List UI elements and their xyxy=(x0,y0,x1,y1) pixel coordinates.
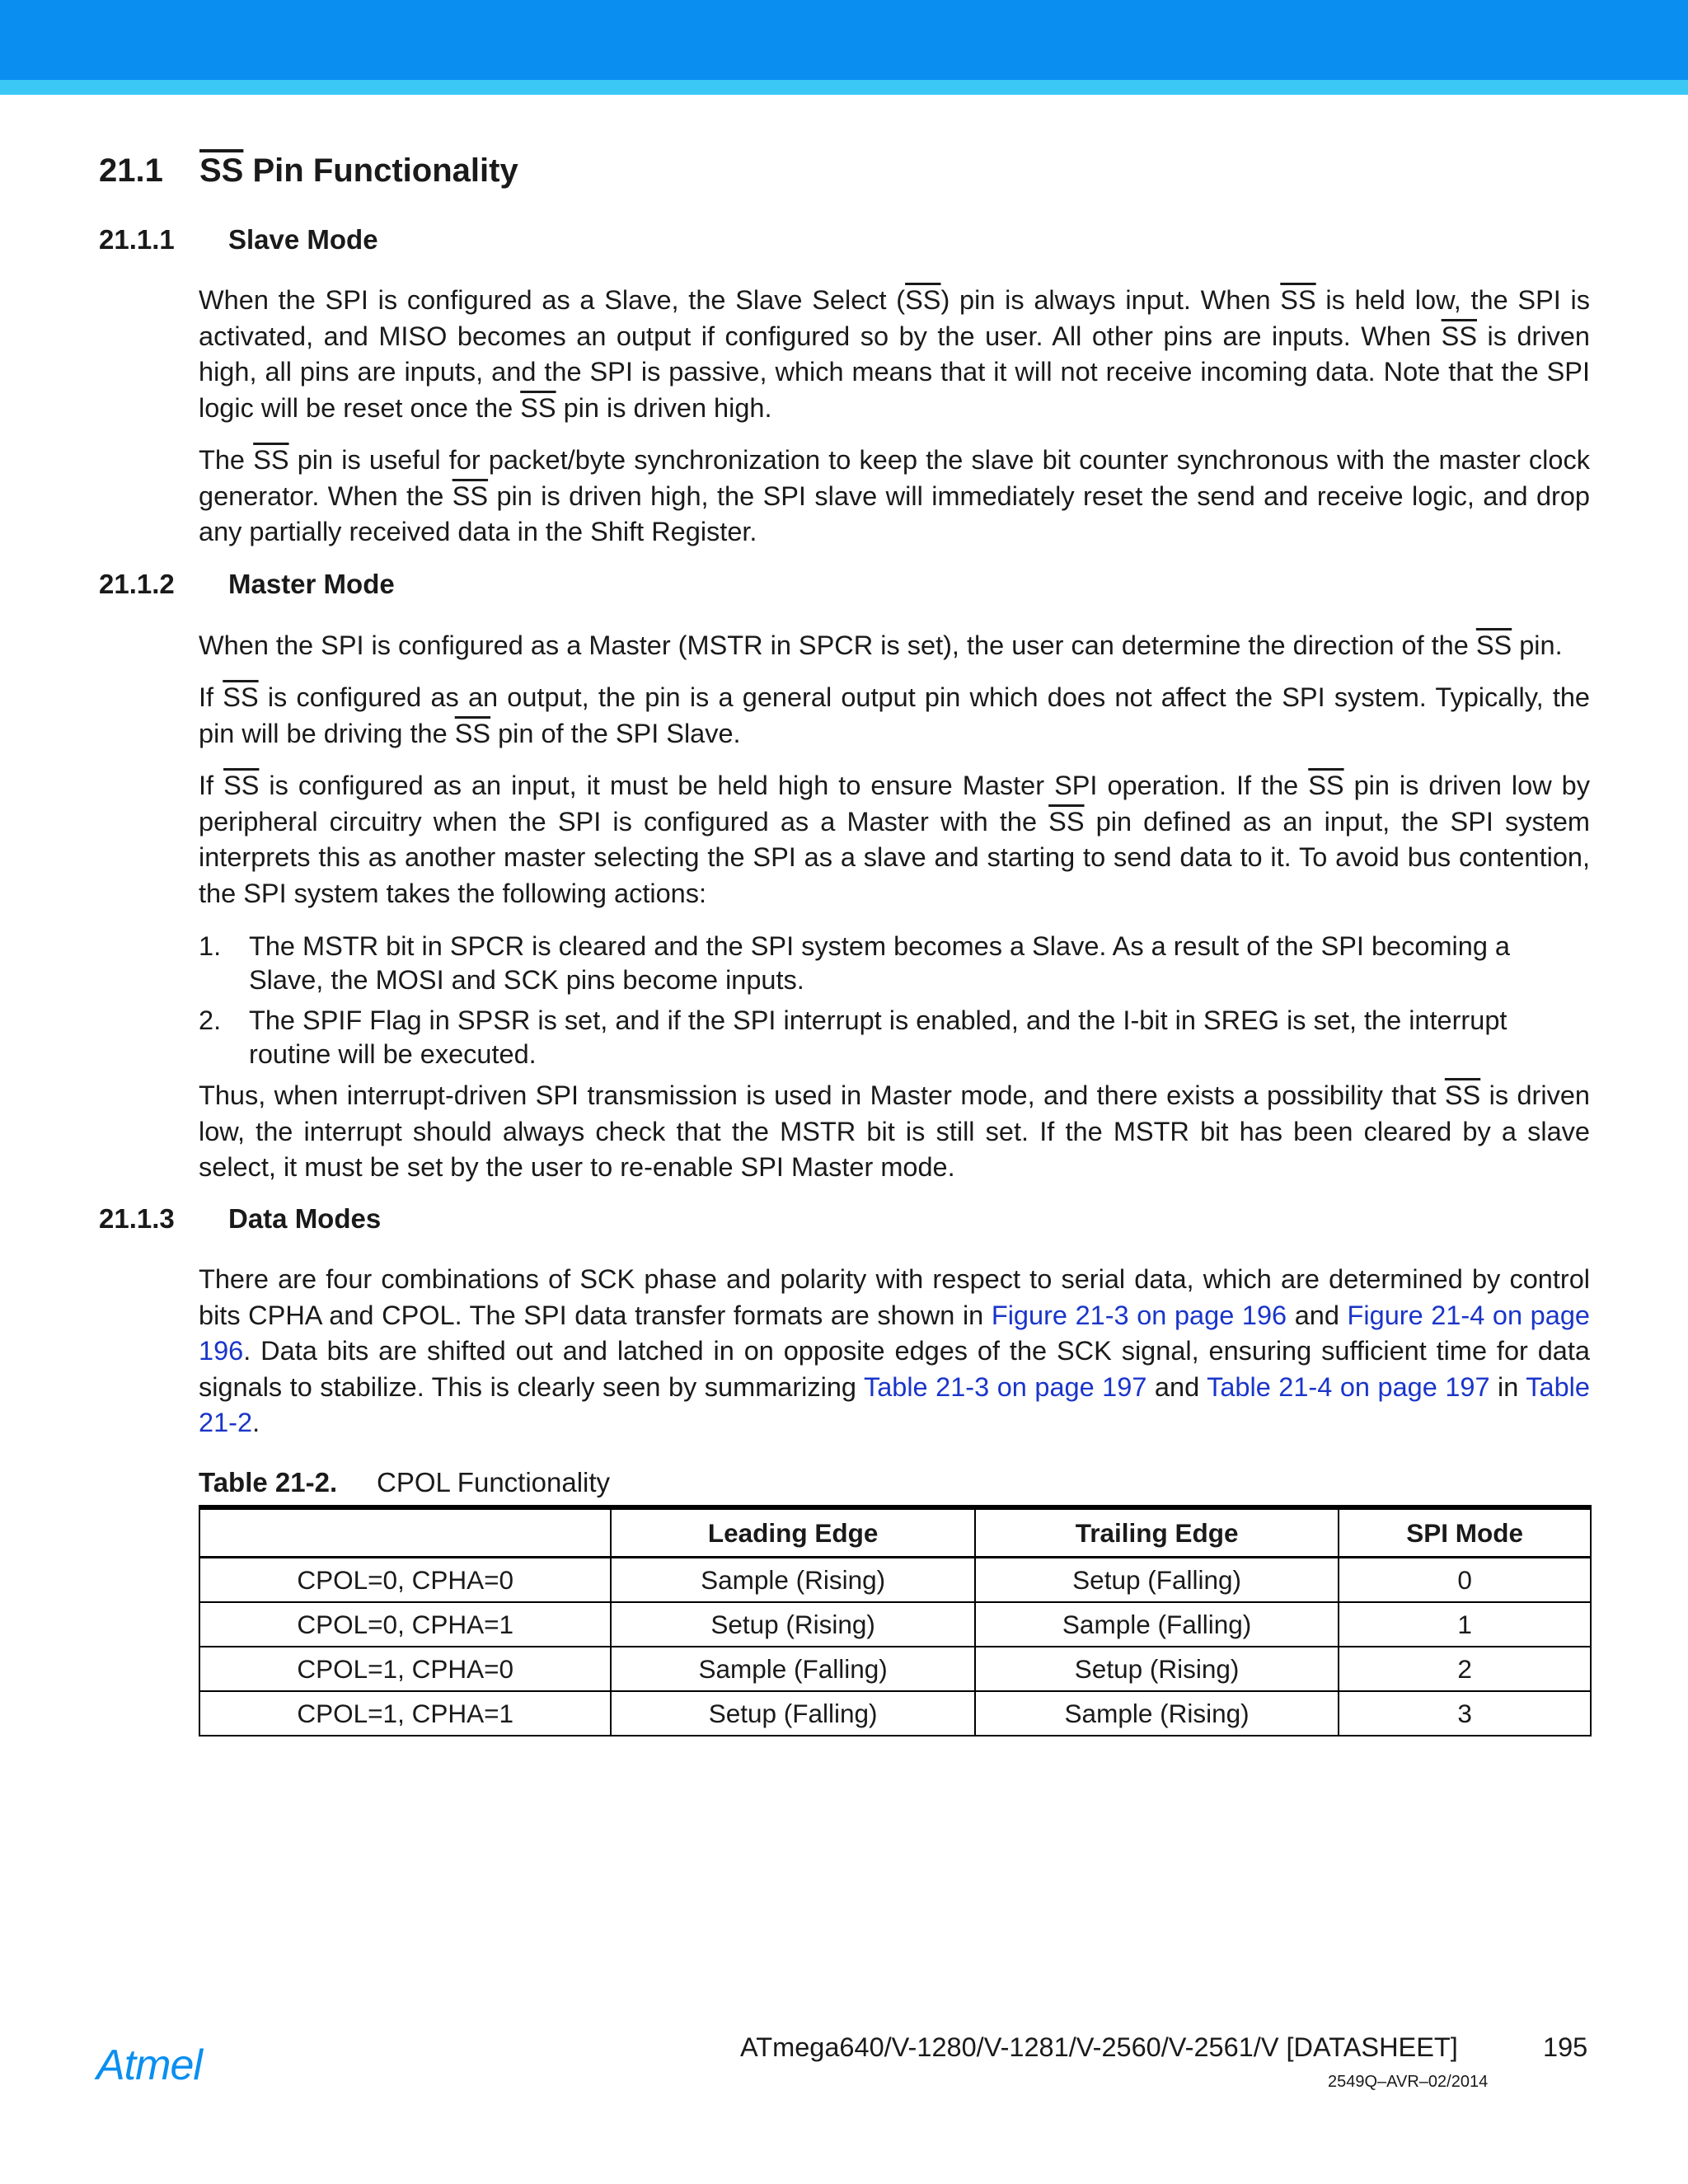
table-cell: CPOL=0, CPHA=1 xyxy=(199,1602,611,1647)
master-paragraph-3: If $\overline{SS}$ is configured as an input, it must be held high to ensure Master SPI operation. If the $\overline{SS}$ pin is driven low by peripheral circuitry when the SPI is configured as a Master with the $\overline{SS}$ pin defined as an input, the SPI system interprets this as another master selecting the SPI as a slave and starting to send data to it. To avoid bus contention, the SPI system takes the following actions: xyxy=(199,771,1590,908)
table-row xyxy=(199,1558,1591,1603)
link-table-21-2[interactable]: Table 21-2 xyxy=(199,1371,1590,1437)
table-cell: CPOL=1, CPHA=1 xyxy=(199,1691,611,1736)
subsection-number: 21.1.3 xyxy=(99,1203,175,1234)
table-cell: Sample (Rising) xyxy=(975,1691,1339,1736)
link-figure-21-3[interactable]: Figure 21-3 on page 196 xyxy=(991,1300,1287,1330)
link-figure-21-4[interactable]: Figure 21-4 on page 196 xyxy=(199,1300,1590,1366)
header-stripe xyxy=(0,80,1688,95)
table-cell: CPOL=0, CPHA=0 xyxy=(199,1558,611,1603)
table-cell: Setup (Falling) xyxy=(975,1558,1339,1603)
subsection-title: Slave Mode xyxy=(228,224,378,255)
cpol-table xyxy=(199,1505,1592,1736)
table-caption-number: Table 21-2. xyxy=(199,1467,338,1497)
subsection-number: 21.1.2 xyxy=(99,569,175,599)
table-cell: 2 xyxy=(1339,1647,1591,1691)
table-header-cell xyxy=(199,1507,611,1558)
subsection-heading-data-modes xyxy=(99,1203,381,1235)
section-title: Pin Functionality xyxy=(243,152,518,189)
subsection-title: Master Mode xyxy=(228,569,395,599)
subsection-number: 21.1.1 xyxy=(99,224,175,255)
table-caption-title: CPOL Functionality xyxy=(377,1467,611,1497)
section-number: 21.1 xyxy=(99,152,163,189)
table-header-row xyxy=(199,1507,1591,1558)
slave-paragraph-1: When the SPI is configured as a Slave, the Slave Select $(\overline{SS})$ pin is always input. When $\overline{SS}$ is held low, the SPI is activated, and MISO becomes an output if configured so by the user. All other pins are inputs. When $\overline{SS}$ is driven high, all pins are inputs, and the SPI is passive, which means that it will not receive incoming data. Note that the SPI logic will be reset once the $\overline{SS}$ pin is driven high. xyxy=(199,285,1591,423)
footer-document-title: ATmega640/V-1280/V-1281/V-2560/V-2561/V [DATASHEET] xyxy=(740,2032,1458,2062)
table-header-cell: Leading Edge xyxy=(611,1507,974,1558)
document-code: 2549Q–AVR–02/2014 xyxy=(1328,2073,1489,2091)
table-cell: Sample (Falling) xyxy=(611,1647,974,1691)
subsection-title: Data Modes xyxy=(228,1203,382,1234)
link-table-21-4[interactable]: Table 21-4 on page 197 xyxy=(1207,1371,1490,1402)
master-paragraph-2: If $\overline{SS}$ is configured as an output, the pin is a general output pin which does not affect the SPI system. Typically, the pin will be driving the $\overline{SS}$ pin of the SPI Slave. xyxy=(199,682,1591,748)
section-heading xyxy=(99,152,518,190)
table-cell: Sample (Falling) xyxy=(975,1602,1339,1647)
page-number: 195 xyxy=(1543,2032,1588,2062)
table-row xyxy=(199,1602,1591,1647)
subsection-heading-master xyxy=(99,569,395,600)
table-cell: Setup (Falling) xyxy=(611,1691,974,1736)
table-cell: 3 xyxy=(1339,1691,1591,1736)
data-modes-paragraph: There are four combinations of SCK phase and polarity with respect to serial data, which are determined by control bits CPHA and CPOL. The SPI data transfer formats are shown in Figure 21-3 on page 196 and Figure 21-4 on page 196. Data bits are shifted out and latched in on opposite edges of the SCK signal, ensuring sufficient time for data signals to stabilize. This is clearly seen by summarizing Table 21-3 on page 197 and Table 21-4 on page 197 in Table 21-2. xyxy=(199,1264,1590,1437)
atmel-logo: Atmel xyxy=(96,2041,202,2089)
table-caption xyxy=(199,1467,610,1498)
table-cell: 1 xyxy=(1339,1602,1591,1647)
header-band xyxy=(0,0,1688,80)
slave-paragraph-2: The $\overline{SS}$ pin is useful for packet/byte synchronization to keep the slave bit counter synchronous with the master clock generator. When the $\overline{SS}$ pin is driven high, the SPI slave will immediately reset the send and receive logic, and drop any partially received data in the Shift Register. xyxy=(199,445,1590,546)
table-cell: Sample (Rising) xyxy=(611,1558,974,1603)
table-cell: 0 xyxy=(1339,1558,1591,1603)
table-row xyxy=(199,1691,1591,1736)
subsection-heading-slave xyxy=(99,224,378,255)
table-header-cell: Trailing Edge xyxy=(975,1507,1339,1558)
link-table-21-3[interactable]: Table 21-3 on page 197 xyxy=(863,1371,1147,1402)
section-title-overlined: $\overline{SS}$ xyxy=(199,152,244,189)
table-row xyxy=(199,1647,1591,1691)
table-cell: CPOL=1, CPHA=0 xyxy=(199,1647,611,1691)
table-cell: Setup (Rising) xyxy=(611,1602,974,1647)
master-paragraph-4: Thus, when interrupt-driven SPI transmission is used in Master mode, and there exists a possibility that $\overline{SS}$ is driven low, the interrupt should always check that the MSTR bit is still set. If the MSTR bit has been cleared by a slave select, it must be set by the user to re-enable SPI Master mode. xyxy=(199,1080,1590,1182)
table-header-cell: SPI Mode xyxy=(1339,1507,1591,1558)
table-cell: Setup (Rising) xyxy=(975,1647,1339,1691)
master-paragraph-1: When the SPI is configured as a Master (MSTR in SPCR is set), the user can determine the direction of the $\overline{SS}$ pin. xyxy=(199,630,1563,660)
